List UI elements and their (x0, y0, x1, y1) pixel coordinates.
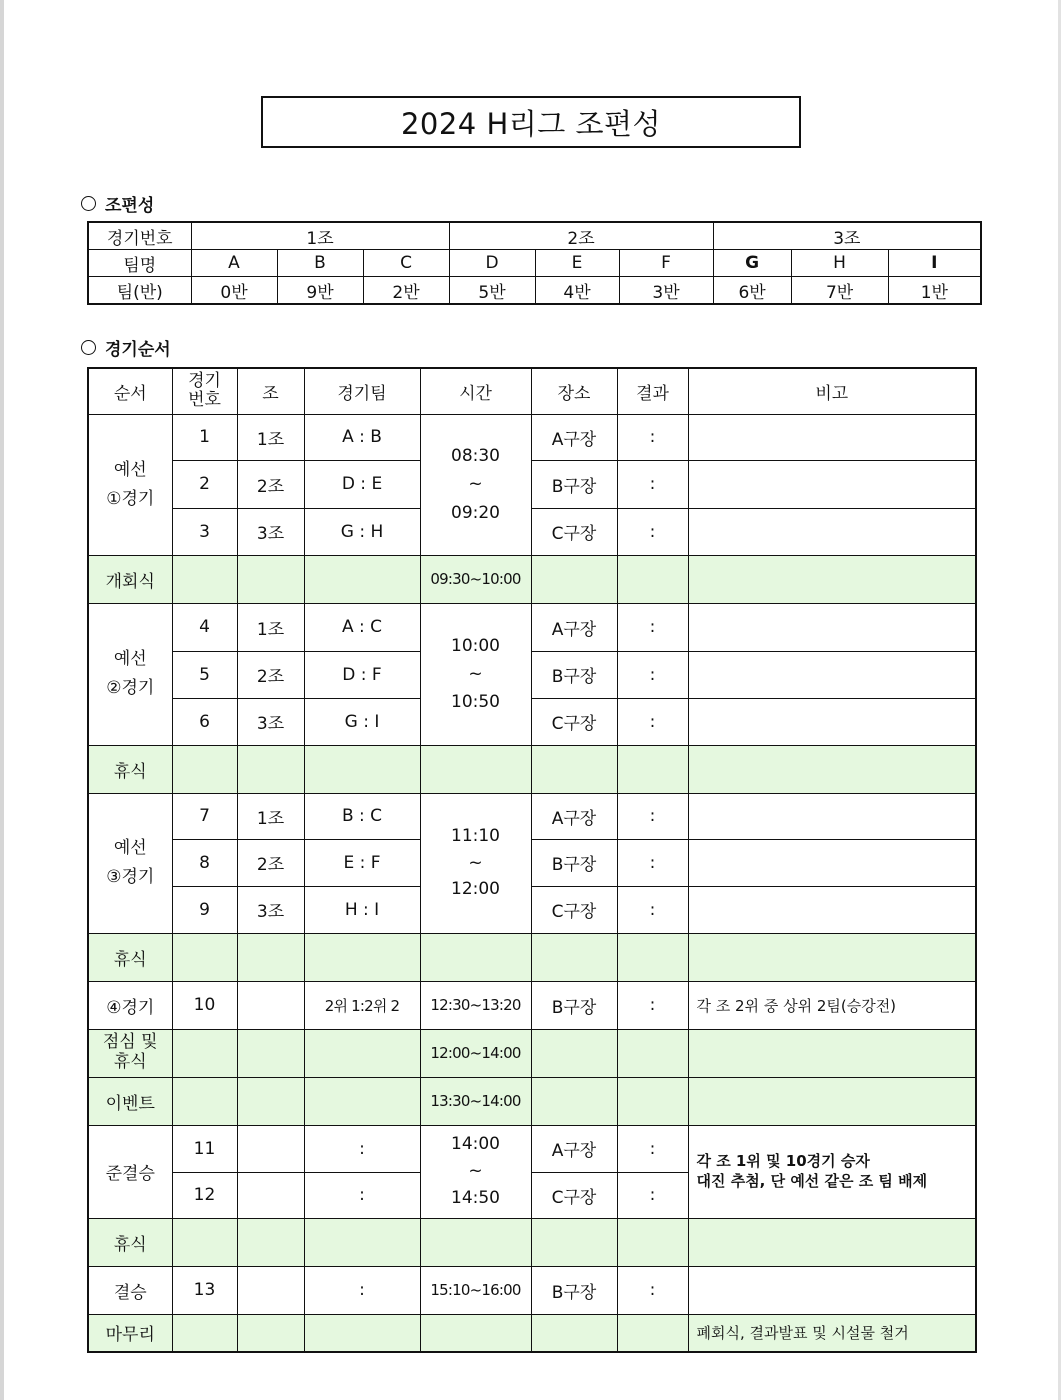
header-note: 비고 (688, 368, 976, 414)
time-end: 09:20 (451, 502, 500, 523)
game-time: 15:10~16:00 (420, 1266, 531, 1314)
game-place: C구장 (531, 698, 617, 745)
game-time: 12:30~13:20 (420, 981, 531, 1029)
game-group: 2조 (237, 460, 304, 508)
game-result: : (617, 508, 688, 555)
empty-cell (617, 555, 688, 603)
time-sep: ~ (468, 663, 483, 684)
empty-cell (420, 745, 531, 793)
game-result: : (617, 981, 688, 1029)
round-1-label (88, 414, 172, 555)
game-teams: D : F (304, 651, 420, 698)
class-cell: 1반 (888, 277, 981, 305)
lunch-label-line1: 점심 및 (102, 1032, 158, 1053)
rest-label: 휴식 (88, 1218, 172, 1266)
game-place: B구장 (531, 839, 617, 886)
empty-cell (237, 1077, 304, 1125)
game-place: A구장 (531, 603, 617, 651)
empty-cell (617, 1218, 688, 1266)
closing-row (88, 1314, 976, 1352)
empty-cell (237, 933, 304, 981)
empty-cell (617, 745, 688, 793)
empty-cell (237, 1266, 304, 1314)
game-number: 5 (172, 651, 237, 698)
circle-bullet-icon (81, 196, 96, 211)
semi-label: 준결승 (88, 1125, 172, 1218)
game-group: 1조 (237, 603, 304, 651)
section-heading-groups (81, 191, 154, 216)
table-row (88, 698, 976, 745)
rest-label: 휴식 (88, 933, 172, 981)
empty-cell (531, 1077, 617, 1125)
game-result: : (617, 886, 688, 933)
game-result: : (617, 1125, 688, 1172)
final-label: 결승 (88, 1266, 172, 1314)
time-end: 12:00 (451, 879, 500, 900)
table-row (88, 651, 976, 698)
game-place: C구장 (531, 508, 617, 555)
game-note (688, 603, 976, 651)
empty-cell (531, 1029, 617, 1077)
game-teams: H : I (304, 886, 420, 933)
game-teams: D : E (304, 460, 420, 508)
game-teams: 2위 1:2위 2 (304, 981, 420, 1029)
round-label-line1: 예선 (113, 459, 147, 480)
game-result: : (617, 603, 688, 651)
header-time: 시간 (420, 368, 531, 414)
game-group: 3조 (237, 698, 304, 745)
empty-cell (304, 1029, 420, 1077)
empty-cell (617, 1029, 688, 1077)
game-note (688, 1266, 976, 1314)
game-place: A구장 (531, 1125, 617, 1172)
table-row (88, 793, 976, 839)
empty-cell (237, 1125, 304, 1172)
game-teams: A : B (304, 414, 420, 460)
rest-row (88, 933, 976, 981)
game-number: 8 (172, 839, 237, 886)
group-1-name: 1조 (191, 222, 449, 250)
empty-cell (688, 555, 976, 603)
team-cell: B (277, 250, 363, 277)
game-note (688, 839, 976, 886)
empty-cell (172, 1218, 237, 1266)
game-place: A구장 (531, 793, 617, 839)
group-table (87, 221, 982, 305)
empty-cell (237, 1314, 304, 1352)
event-row (88, 1077, 976, 1125)
empty-cell (172, 745, 237, 793)
team-label: 팀명 (88, 250, 191, 277)
game-group: 3조 (237, 886, 304, 933)
class-cell: 0반 (191, 277, 277, 305)
semi-note-line1: 각 조 1위 및 10경기 승자 (696, 1152, 870, 1170)
header-order: 순서 (88, 368, 172, 414)
table-row (88, 1266, 976, 1314)
empty-cell (237, 1218, 304, 1266)
round-label-line2: ③경기 (106, 867, 155, 887)
game-number: 13 (172, 1266, 237, 1314)
empty-cell (237, 555, 304, 603)
group-3-name: 3조 (713, 222, 981, 250)
time-start: 08:30 (451, 446, 500, 467)
game-number: 4 (172, 603, 237, 651)
empty-cell (237, 981, 304, 1029)
schedule-table (87, 367, 977, 1353)
game-note (688, 460, 976, 508)
time-sep: ~ (468, 1160, 483, 1181)
lunch-label-line2: 휴식 (113, 1052, 147, 1072)
empty-cell (688, 1077, 976, 1125)
game-number: 7 (172, 793, 237, 839)
team-name-row (88, 250, 981, 277)
game-place: C구장 (531, 1172, 617, 1218)
game-note (688, 508, 976, 555)
round-4-label: ④경기 (88, 981, 172, 1029)
header-place: 장소 (531, 368, 617, 414)
game-place: C구장 (531, 886, 617, 933)
schedule-header-row (88, 368, 976, 414)
group-header-label: 경기번호 (88, 222, 191, 250)
semi-note-line2: 대진 추첨, 단 예선 같은 조 팀 배제 (696, 1171, 928, 1190)
empty-cell (531, 1314, 617, 1352)
time-end: 10:50 (451, 692, 500, 713)
empty-cell (304, 1077, 420, 1125)
time-start: 11:10 (451, 826, 500, 847)
table-row (88, 460, 976, 508)
round-label-line2: ①경기 (106, 488, 155, 509)
round-1-time (420, 414, 531, 555)
closing-label: 마무리 (88, 1314, 172, 1352)
empty-cell (420, 1218, 531, 1266)
empty-cell (617, 1314, 688, 1352)
lunch-time: 12:00~14:00 (420, 1029, 531, 1077)
team-cell: C (363, 250, 449, 277)
lunch-label (88, 1029, 172, 1077)
game-group: 2조 (237, 839, 304, 886)
game-note (688, 793, 976, 839)
game-teams: G : I (304, 698, 420, 745)
semi-note (688, 1125, 976, 1218)
team-cell: H (791, 250, 888, 277)
group-2-name: 2조 (449, 222, 713, 250)
header-game-number-line2: 번호 (188, 390, 221, 411)
round-2-label (88, 603, 172, 745)
time-end: 14:50 (451, 1188, 500, 1209)
game-note (688, 651, 976, 698)
empty-cell (531, 933, 617, 981)
document-title: 2024 H리그 조편성 (261, 96, 801, 148)
game-teams: E : F (304, 839, 420, 886)
empty-cell (617, 1077, 688, 1125)
game-group: 1조 (237, 793, 304, 839)
game-number: 6 (172, 698, 237, 745)
game-note: 각 조 2위 중 상위 2팀(승강전) (688, 981, 976, 1029)
empty-cell (420, 1314, 531, 1352)
opening-time: 09:30~10:00 (420, 555, 531, 603)
round-2-time (420, 603, 531, 745)
time-sep: ~ (468, 474, 483, 495)
class-cell: 5반 (449, 277, 535, 305)
event-label: 이벤트 (88, 1077, 172, 1125)
empty-cell (688, 1029, 976, 1077)
game-result: : (617, 1266, 688, 1314)
round-label-line1: 예선 (113, 649, 147, 670)
rest-row (88, 1218, 976, 1266)
table-row (88, 508, 976, 555)
game-place: B구장 (531, 981, 617, 1029)
event-time: 13:30~14:00 (420, 1077, 531, 1125)
class-cell: 9반 (277, 277, 363, 305)
game-result: : (617, 651, 688, 698)
table-row (88, 981, 976, 1029)
header-result: 결과 (617, 368, 688, 414)
rest-label: 휴식 (88, 745, 172, 793)
game-number: 11 (172, 1125, 237, 1172)
team-class-row (88, 277, 981, 305)
empty-cell (237, 1029, 304, 1077)
empty-cell (304, 1314, 420, 1352)
game-number: 1 (172, 414, 237, 460)
empty-cell (304, 745, 420, 793)
empty-cell (531, 555, 617, 603)
game-result: : (617, 414, 688, 460)
empty-cell (531, 745, 617, 793)
game-teams: : (304, 1266, 420, 1314)
empty-cell (304, 933, 420, 981)
time-sep: ~ (468, 852, 483, 873)
game-place: B구장 (531, 460, 617, 508)
game-teams: B : C (304, 793, 420, 839)
class-cell: 6반 (713, 277, 791, 305)
team-cell: D (449, 250, 535, 277)
group-header-row (88, 222, 981, 250)
game-number: 3 (172, 508, 237, 555)
game-note (688, 698, 976, 745)
team-cell: E (535, 250, 619, 277)
table-row (88, 603, 976, 651)
game-number: 12 (172, 1172, 237, 1218)
game-group: 3조 (237, 508, 304, 555)
empty-cell (304, 555, 420, 603)
round-3-time (420, 793, 531, 933)
circle-bullet-icon (81, 340, 96, 355)
table-row (88, 886, 976, 933)
empty-cell (237, 745, 304, 793)
game-number: 10 (172, 981, 237, 1029)
header-game-number-line1: 경기 (188, 370, 221, 391)
table-row (88, 414, 976, 460)
game-result: : (617, 460, 688, 508)
semi-time (420, 1125, 531, 1218)
empty-cell (304, 1218, 420, 1266)
game-teams: : (304, 1125, 420, 1172)
round-3-label (88, 793, 172, 933)
empty-cell (172, 933, 237, 981)
table-row (88, 1125, 976, 1172)
empty-cell (688, 745, 976, 793)
header-game-number (172, 368, 237, 414)
empty-cell (172, 555, 237, 603)
section-label: 조편성 (105, 196, 155, 216)
team-cell: A (191, 250, 277, 277)
game-teams: G : H (304, 508, 420, 555)
empty-cell (172, 1314, 237, 1352)
game-number: 9 (172, 886, 237, 933)
game-place: A구장 (531, 414, 617, 460)
team-cell: G (713, 250, 791, 277)
empty-cell (420, 933, 531, 981)
game-note (688, 414, 976, 460)
game-result: : (617, 839, 688, 886)
game-result: : (617, 698, 688, 745)
game-place: B구장 (531, 1266, 617, 1314)
header-group: 조 (237, 368, 304, 414)
game-group: 2조 (237, 651, 304, 698)
game-place: B구장 (531, 651, 617, 698)
opening-row (88, 555, 976, 603)
team-cell: I (888, 250, 981, 277)
page-left-edge (0, 0, 4, 1400)
header-teams: 경기팀 (304, 368, 420, 414)
game-note (688, 886, 976, 933)
section-heading-schedule (81, 335, 171, 360)
section-label: 경기순서 (105, 340, 171, 360)
empty-cell (531, 1218, 617, 1266)
time-start: 10:00 (451, 635, 500, 656)
round-label-line1: 예선 (113, 838, 147, 859)
game-result: : (617, 793, 688, 839)
lunch-row (88, 1029, 976, 1077)
class-cell: 2반 (363, 277, 449, 305)
empty-cell (172, 1029, 237, 1077)
game-teams: A : C (304, 603, 420, 651)
round-label-line2: ②경기 (106, 678, 155, 698)
game-teams: : (304, 1172, 420, 1218)
team-cell: F (619, 250, 713, 277)
empty-cell (688, 933, 976, 981)
class-cell: 4반 (535, 277, 619, 305)
time-start: 14:00 (451, 1133, 500, 1154)
class-cell: 3반 (619, 277, 713, 305)
opening-label: 개회식 (88, 555, 172, 603)
rest-row (88, 745, 976, 793)
game-group: 1조 (237, 414, 304, 460)
closing-note: 폐회식, 결과발표 및 시설물 철거 (688, 1314, 976, 1352)
class-label: 팀(반) (88, 277, 191, 305)
game-result: : (617, 1172, 688, 1218)
empty-cell (237, 1172, 304, 1218)
empty-cell (617, 933, 688, 981)
empty-cell (172, 1077, 237, 1125)
table-row (88, 839, 976, 886)
class-cell: 7반 (791, 277, 888, 305)
game-number: 2 (172, 460, 237, 508)
empty-cell (688, 1218, 976, 1266)
